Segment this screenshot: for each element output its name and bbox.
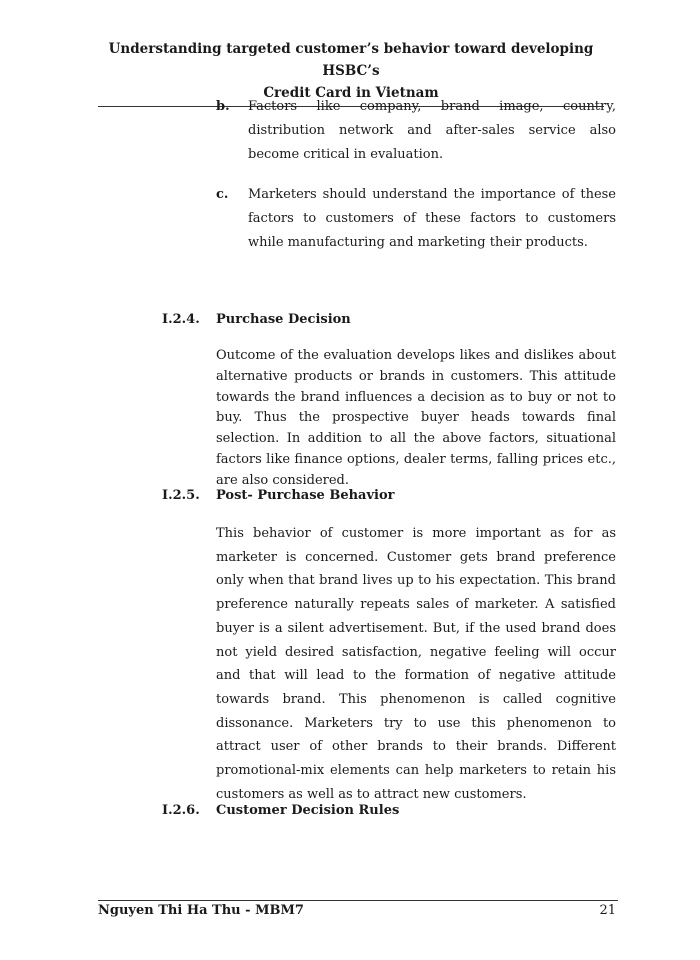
footer-author: Nguyen Thi Ha Thu - MBM7 <box>98 903 304 918</box>
section-title: Purchase Decision <box>216 312 351 327</box>
section-number: I.2.6. <box>162 803 200 818</box>
section-body: Outcome of the evaluation develops likes and dislikes about alternative products or brands in customers. This attitude towards the brand influences a decision as to buy or not to buy. Thus the prospective buyer heads towards final selection. In addition to all the above factors, situational factors like finance options, dealer terms, falling prices etc., are also considered. <box>216 348 616 488</box>
section-title: Post- Purchase Behavior <box>216 488 395 503</box>
list-item-label: b. <box>216 99 230 114</box>
list-item-text: Marketers should understand the importance of these factors to customers of these factors to customers while manufacturing and marketing their products. <box>248 187 616 250</box>
header-title-line1: Understanding targeted customer’s behavior toward developing HSBC’s <box>108 41 594 79</box>
page-number: 21 <box>599 903 616 918</box>
list-item <box>216 183 616 255</box>
section-number: I.2.5. <box>162 488 200 503</box>
section-body: This behavior of customer is more important as for as marketer is concerned. Customer gets brand preference only when that brand lives up to his expectation. This brand preference naturally repeats sales of marketer. A satisfied buyer is a silent advertisement. But, if the used brand does not yield desired satisfaction, negative feeling will occur and that will lead to the formation of negative attitude towards brand. This phenomenon is called cognitive dissonance. Marketers try to use this phenomenon to attract user of other brands to their brands. Different promotional-mix elements can help marketers to retain his customers as well as to attract new customers. <box>216 526 616 802</box>
section-number: I.2.4. <box>162 312 200 327</box>
list-item-label: c. <box>216 187 229 202</box>
section-title: Customer Decision Rules <box>216 803 400 818</box>
footer-divider <box>98 900 618 901</box>
list-item-text: Factors like company, brand image, country, distribution network and after-sales service also become critical in evaluation. <box>248 99 616 162</box>
list-item <box>216 95 616 167</box>
header-title-line2: Credit Card in Vietnam <box>263 85 439 101</box>
